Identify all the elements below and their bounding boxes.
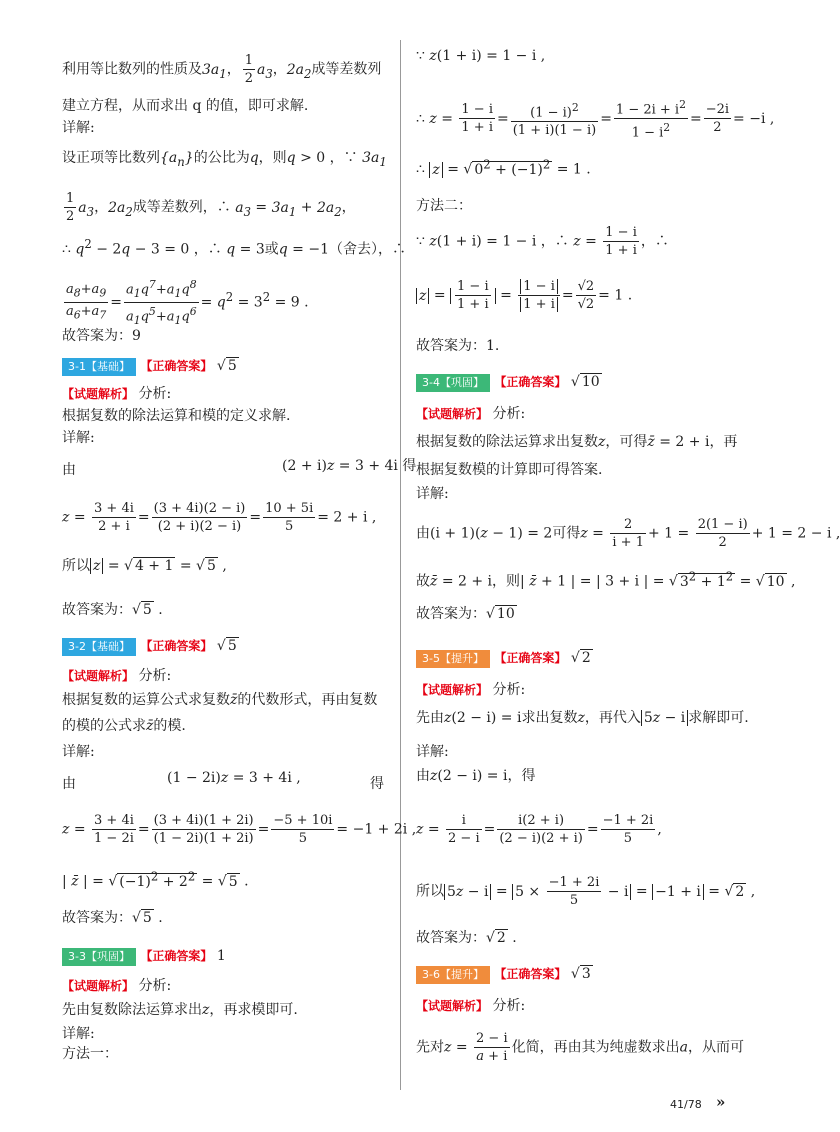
line: [62, 666, 171, 686]
text: 根据复数的除法运算和模的定义求解.: [62, 408, 291, 424]
correct-answer-tag: 【正确答案】: [140, 949, 213, 963]
text: 故: [416, 573, 430, 590]
text: 故答案为：: [416, 338, 486, 354]
text: ，得: [507, 768, 536, 784]
detail-label: 详解:: [62, 430, 95, 446]
correct-answer-tag: 【正确答案】: [140, 359, 213, 373]
correct-answer-tag: 【正确答案】: [494, 375, 567, 389]
text: 得: [370, 776, 384, 792]
detail-label: 详解:: [62, 120, 95, 136]
line: 根据复数的除法运算求出复数z，可得z̄ = 2 + i，再: [416, 434, 738, 450]
text: ，可得: [605, 434, 648, 450]
text: 根据复数模的计算即可得答案.: [416, 462, 603, 478]
text: ，再代入: [584, 710, 641, 726]
line: 的模的公式求z̄的模.: [62, 718, 186, 734]
answer-value: 5: [227, 358, 237, 374]
text: 分析:: [138, 668, 172, 684]
correct-answer-tag: 【正确答案】: [140, 639, 213, 653]
text: 分析:: [138, 978, 172, 994]
text: 利用等比数列的性质及: [62, 61, 202, 78]
text: 求解即可.: [688, 710, 749, 726]
text: 求出复数: [521, 710, 578, 726]
section-3-3-header: [62, 946, 226, 966]
text: 先对: [416, 1039, 444, 1056]
level-badge: 3-6【提升】: [416, 966, 490, 984]
text: 成等差数列，: [132, 199, 217, 216]
analysis-tag: 【试题解析】: [62, 669, 135, 683]
text: 化简，再由其为纯虚数求出: [511, 1039, 680, 1056]
section-3-4-header: 3-4【巩固】 【正确答案】 √ 10: [416, 372, 602, 392]
answer-value: 3: [581, 966, 591, 982]
line: 先对z = $\frac{2 - i}{a + i}$ 化简，再由其为纯虚数求出a，从而可: [416, 1031, 744, 1064]
line: 所以 z = √ 4 + 1 = √ 5 ,: [62, 558, 227, 574]
text: 方法一：: [62, 1046, 118, 1062]
line: z = $\frac{3 + 4i}{2 + i}$ = $\frac{(3 + 4i)(2 - i)}{(2 + i)(2 - i)}$ = $\frac{10 + 5i}{5}$ = 2 + i ,: [62, 501, 377, 534]
analysis-tag: 【试题解析】: [416, 683, 489, 697]
text: 建立方程，从而求出 q 的值，即可求解.: [62, 98, 309, 114]
line: [62, 384, 171, 404]
text: ，再: [709, 434, 738, 450]
level-badge: 3-5【提升】: [416, 650, 490, 668]
text: 或: [264, 241, 279, 258]
line: 故答案为：√ 5 .: [62, 602, 163, 618]
line: 先由复数除法运算求出z，再求模即可.: [62, 1002, 298, 1018]
line: ∴ z = √ $0^2 + (-1)^2 = 1$ .: [416, 157, 591, 178]
text: ，则: [258, 150, 287, 166]
line: [416, 996, 525, 1016]
text: （舍去），: [329, 241, 393, 258]
answer-value: 2: [581, 650, 591, 666]
line: 故z̄ = 2 + i，则| z̄ + 1 | = | 3 + i | = √ $3^2 + 1^2$ = √ 10 ,: [416, 569, 796, 590]
text: 的代数形式，再由复数: [237, 692, 378, 708]
line: 由(i + 1)(z − 1) = 2可得z = $\frac{2}{i + 1}$ + 1 = $\frac{2(1 - i)}{2}$ + 1 = 2 − i ,: [416, 517, 840, 550]
text: 可得: [552, 525, 581, 542]
line: ∵ z(1 + i) = 1 − i ，∴ z = $\frac{1 - i}{1 + i}$ ，∴: [416, 225, 669, 258]
analysis-tag: 【试题解析】: [62, 387, 135, 401]
text: 所以: [62, 558, 90, 574]
line: z = $\frac{1 - i}{1 + i}$ = $\frac{1 - i}{1 + i}$ = $\frac{√2}{√2}$ = 1 .: [416, 278, 632, 313]
text: 先由复数除法运算求出: [62, 1002, 202, 1018]
text: 由: [416, 768, 430, 784]
line: (2 + i)z = 3 + 4i 得: [282, 458, 417, 474]
text: 的模.: [153, 718, 186, 734]
level-badge: 3-2【基础】: [62, 638, 136, 656]
answer-value: 1: [216, 948, 226, 964]
text: 得: [402, 458, 417, 474]
level-badge: 3-4【巩固】: [416, 374, 490, 392]
text: 分析:: [492, 998, 526, 1014]
text: 方法二：: [416, 198, 472, 214]
text: 故答案为：: [416, 606, 486, 622]
line: 设正项等比数列$\{a_n\}$的公比为q，则q > 0 ，∵ $3a_1$: [62, 150, 387, 169]
line: 故答案为：1.: [416, 338, 500, 354]
line: [62, 976, 171, 996]
detail-label: 详解:: [62, 1026, 95, 1042]
text: 的模的公式求: [62, 718, 146, 734]
correct-answer-tag: 【正确答案】: [494, 651, 567, 665]
section-3-1-header: 3-1【基础】 【正确答案】 √ 5: [62, 356, 239, 376]
analysis-tag: 【试题解析】: [416, 999, 489, 1013]
analysis-tag: 【试题解析】: [416, 407, 489, 421]
text: ，再求模即可.: [209, 1002, 298, 1018]
line: 根据复数的运算公式求复数z̄的代数形式，再由复数: [62, 692, 378, 708]
answer-value: 5: [227, 638, 237, 654]
correct-answer-tag: 【正确答案】: [494, 967, 567, 981]
line: $\frac{1}{2}$ $a_3$，$2a_2$成等差数列，∴ $a_3 = 3a_1 + 2a_2$，: [66, 191, 356, 224]
line: z = $\frac{3 + 4i}{1 - 2i}$ = $\frac{(3 + 4i)(1 + 2i)}{(1 - 2i)(1 + 2i)}$ = $\frac{-5 + 10i}{5}$ = −1 + 2i ,: [62, 813, 417, 846]
answer-value: 1: [486, 338, 495, 354]
text: 分析:: [138, 386, 172, 402]
page-number: 41/78: [670, 1098, 702, 1111]
line: z = $\frac{i}{2 - i}$ = $\frac{i(2 + i)}{(2 - i)(2 + i)}$ = $\frac{-1 + 2i}{5}$ ,: [416, 813, 662, 846]
section-3-5-header: 3-5【提升】 【正确答案】 √ 2: [416, 648, 593, 668]
text: 先由: [416, 710, 444, 726]
text: 故答案为：: [416, 930, 486, 946]
line: (1 − 2i)z = 3 + 4i ,: [167, 770, 301, 786]
line: 先由z(2 − i) = i求出复数z，再代入 5z − i 求解即可.: [416, 710, 749, 726]
level-badge: 3-1【基础】: [62, 358, 136, 376]
answer-value: 10: [581, 374, 600, 390]
column-divider: [400, 40, 401, 1090]
level-badge: 3-3【巩固】: [62, 948, 136, 966]
text: 根据复数的除法运算求出复数: [416, 434, 598, 450]
text: 的公比为: [193, 150, 250, 166]
text: 分析:: [492, 682, 526, 698]
line: ∴ $q^2 - 2q - 3 = 0$ ，∴ q = 3或q = −1（舍去），∴: [62, 237, 407, 258]
line: $\frac{a_8+a_9}{a_6+a_7}$ = $\frac{a_1q^7+a_1q^8}{a_1q^5+a_1q^6}$ = $q^2 = 3^2 = 9$ .: [66, 278, 309, 327]
line: [416, 680, 525, 700]
line: 利用等比数列的性质及$3a_1$， $\frac{1}{2}$ $a_3$，$2a_2$成等差数列: [62, 53, 382, 86]
text: ，则: [492, 573, 521, 590]
line: 故答案为：√ 10: [416, 606, 515, 622]
text: 所以: [416, 883, 444, 900]
text: 故答案为：: [62, 910, 132, 926]
line: 所以 5z − i = 5 × $\frac{-1 + 2i}{5}$ − i = −1 + i = √ 2 ,: [416, 875, 756, 908]
section-3-2-header: 3-2【基础】 【正确答案】 √ 5: [62, 636, 239, 656]
text: 由: [416, 525, 430, 542]
text: 分析:: [492, 406, 526, 422]
detail-label: 详解:: [416, 744, 449, 760]
detail-label: 详解:: [62, 744, 95, 760]
text: 成等差数列: [311, 61, 382, 78]
text: ，从而可: [687, 1039, 744, 1056]
text: 根据复数的运算公式求复数: [62, 692, 230, 708]
text: 故答案为：: [62, 602, 132, 618]
line: 故答案为：√ 2 .: [416, 930, 517, 946]
line: ∵ z(1 + i) = 1 − i ,: [416, 48, 546, 64]
text: 由: [62, 462, 76, 478]
detail-label: 详解:: [416, 486, 449, 502]
line: ∴ z = $\frac{1 - i}{1 + i}$ = $\frac{(1 - i)^2}{(1 + i)(1 - i)}$ = $\frac{1 - 2i + i^2}{1 - i^2}$ = $\frac{-2i}{2}$ = −i ,: [416, 98, 775, 141]
line: 由z(2 − i) = i，得: [416, 768, 536, 784]
section-3-6-header: 3-6【提升】 【正确答案】 √ 3: [416, 964, 593, 984]
answer-text: 故答案为：9: [62, 328, 141, 344]
line: | z̄ | = √ $(-1)^2 + 2^2$ = √ 5 .: [62, 869, 249, 890]
text: 设正项等比数列: [62, 150, 160, 166]
line: [416, 404, 525, 424]
analysis-tag: 【试题解析】: [62, 979, 135, 993]
next-page-icon[interactable]: »: [716, 1093, 726, 1111]
line: 故答案为：√ 5 .: [62, 910, 163, 926]
text: 由: [62, 776, 76, 792]
